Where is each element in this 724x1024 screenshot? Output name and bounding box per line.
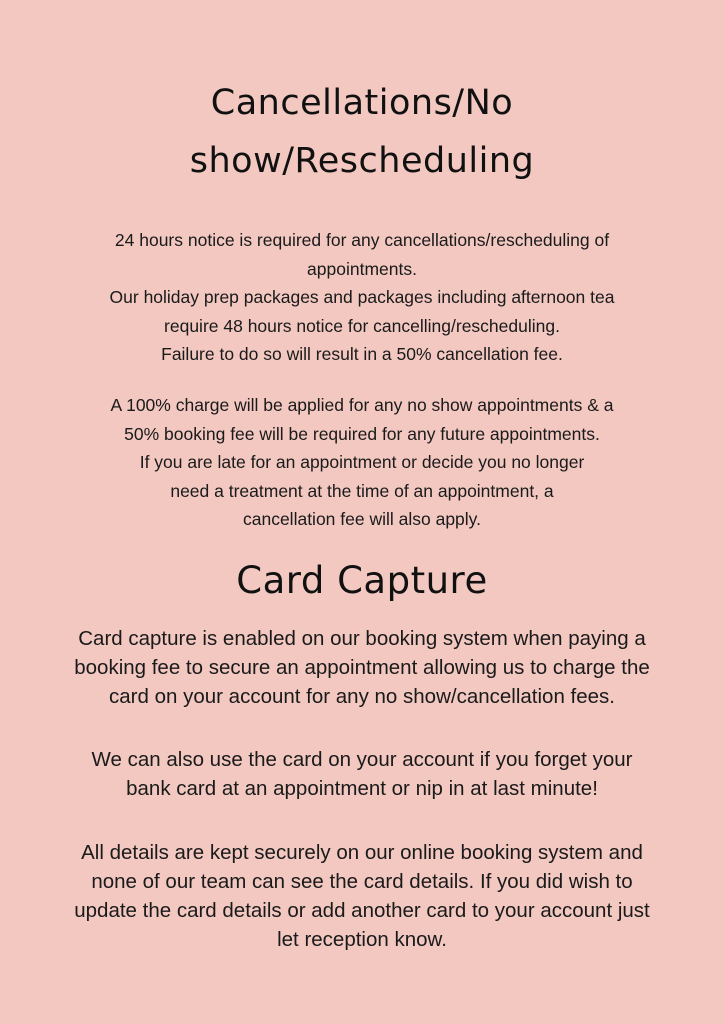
text-line: require 48 hours notice for cancelling/rescheduling. [164, 315, 560, 336]
card-capture-paragraph [40, 624, 684, 711]
text-line: 50% booking fee will be required for any future appointments. [124, 423, 600, 444]
text-line: A 100% charge will be applied for any no show appointments & a [110, 395, 614, 415]
text-line: need a treatment at the time of an appointment, a [170, 480, 554, 501]
no-show-paragraph [40, 391, 684, 534]
cancellation-heading-line: Cancellations/No [210, 83, 514, 123]
cancellation-notice-paragraph [40, 226, 684, 369]
text-line: let reception know. [277, 928, 447, 951]
card-capture-heading: Card Capture [236, 559, 488, 602]
text-line: We can also use the card on your account if you forget your [91, 748, 633, 771]
text-line: card on your account for any no show/cancellation fees. [109, 685, 615, 708]
text-line: 24 hours notice is required for any cancellations/rescheduling of [114, 230, 610, 250]
text-line: booking fee to secure an appointment allowing us to charge the [74, 656, 650, 679]
text-line: bank card at an appointment or nip in at last minute! [126, 777, 598, 800]
security-paragraph [40, 838, 684, 954]
cancellation-heading [0, 74, 724, 190]
text-line: none of our team can see the card details. If you did wish to [91, 870, 633, 893]
card-use-paragraph [40, 745, 684, 803]
text-line: All details are kept securely on our online booking system and [81, 841, 643, 864]
text-line: appointments. [307, 258, 417, 279]
text-line: cancellation fee will also apply. [242, 509, 481, 529]
text-line: update the card details or add another card to your account just [74, 899, 650, 922]
text-line: If you are late for an appointment or decide you no longer [139, 452, 585, 472]
text-line: Card capture is enabled on our booking system when paying a [78, 627, 646, 650]
text-line: Failure to do so will result in a 50% cancellation fee. [161, 344, 563, 364]
text-line: Our holiday prep packages and packages including afternoon tea [109, 287, 615, 307]
cancellation-heading-line: show/Rescheduling [189, 141, 535, 181]
